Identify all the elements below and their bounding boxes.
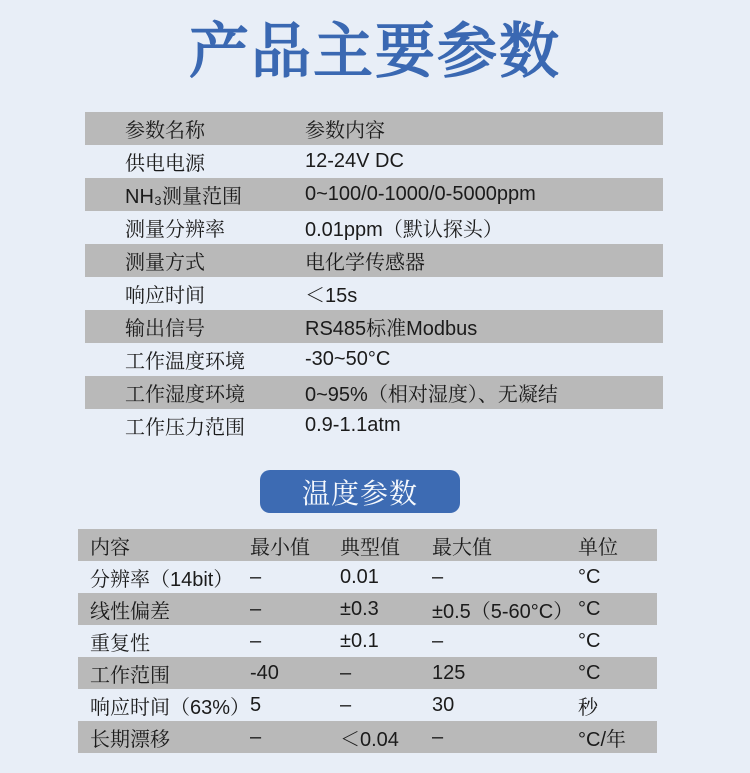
cell-typical: ±0.1	[340, 629, 379, 652]
table-row	[78, 689, 657, 721]
main-parameters-table	[85, 112, 663, 442]
badge-label: 温度参数	[301, 477, 418, 509]
cell-min: –	[250, 597, 262, 620]
cell-unit: 秒	[578, 696, 598, 719]
param-value: ＜15s	[305, 285, 358, 307]
cell-max: ±0.5（5-60°C）	[432, 600, 574, 623]
cell-content: 重复性	[90, 632, 150, 655]
table-row	[85, 178, 663, 211]
param-value: 0.01ppm（默认探头）	[305, 219, 503, 241]
column-header: 内容	[90, 536, 130, 559]
param-value: 0.9-1.1atm	[305, 414, 401, 436]
param-name: 响应时间	[125, 285, 205, 307]
cell-min: –	[250, 565, 262, 588]
page-title: 产品主要参数	[189, 18, 561, 85]
table-header-row	[85, 112, 663, 145]
param-value: 0~100/0-1000/0-5000ppm	[305, 183, 536, 205]
cell-typical: 0.01	[340, 565, 379, 588]
cell-unit: °C/年	[578, 728, 626, 751]
table-row	[78, 721, 657, 753]
param-name: NH₃测量范围	[125, 186, 243, 208]
table-row	[78, 593, 657, 625]
cell-unit: °C	[578, 629, 601, 652]
table-row	[85, 310, 663, 343]
cell-min: 5	[250, 693, 262, 716]
column-header: 典型值	[340, 536, 400, 559]
table-row	[85, 211, 663, 244]
cell-min: –	[250, 629, 262, 652]
table-row	[85, 244, 663, 277]
cell-typical: –	[340, 693, 352, 716]
cell-typical: ＜0.04	[340, 728, 399, 751]
param-name: 工作湿度环境	[125, 384, 245, 406]
cell-content: 长期漂移	[90, 728, 170, 751]
column-header: 单位	[578, 536, 618, 559]
header-param-value: 参数内容	[305, 120, 385, 142]
cell-min: –	[250, 725, 262, 748]
table-row	[85, 277, 663, 310]
table-row	[78, 657, 657, 689]
param-value: 0~95%（相对湿度）、无凝结	[305, 384, 558, 406]
column-header: 最小值	[250, 536, 310, 559]
cell-unit: °C	[578, 565, 601, 588]
param-value: 电化学传感器	[305, 252, 425, 274]
cell-max: –	[432, 629, 444, 652]
cell-content: 线性偏差	[90, 600, 170, 623]
table-row	[85, 343, 663, 376]
cell-content: 响应时间（63%）	[90, 696, 250, 719]
table-row	[78, 625, 657, 657]
column-header: 最大值	[432, 536, 492, 559]
cell-unit: °C	[578, 661, 601, 684]
table-row	[85, 145, 663, 178]
param-value: -30~50°C	[305, 348, 391, 370]
param-name: 测量方式	[125, 252, 205, 274]
table-row	[85, 376, 663, 409]
cell-max: 125	[432, 661, 466, 684]
cell-content: 分辨率（14bit）	[90, 568, 234, 591]
param-name: 测量分辨率	[125, 219, 225, 241]
param-name: 输出信号	[125, 318, 205, 340]
cell-max: –	[432, 565, 444, 588]
param-name: 供电电源	[125, 153, 205, 175]
param-value: 12-24V DC	[305, 150, 404, 172]
cell-typical: ±0.3	[340, 597, 379, 620]
cell-content: 工作范围	[90, 664, 170, 687]
table-row	[85, 409, 663, 442]
table-row	[78, 561, 657, 593]
cell-max: 30	[432, 693, 455, 716]
cell-max: –	[432, 725, 444, 748]
param-value: RS485标准Modbus	[305, 318, 478, 340]
temperature-parameters-table	[78, 529, 657, 753]
table-header-row	[78, 529, 657, 561]
cell-min: -40	[250, 661, 279, 684]
param-name: 工作温度环境	[125, 351, 245, 373]
cell-typical: –	[340, 661, 352, 684]
temperature-section-badge	[260, 470, 460, 513]
cell-unit: °C	[578, 597, 601, 620]
header-param-name: 参数名称	[125, 120, 205, 142]
param-name: 工作压力范围	[125, 417, 245, 439]
